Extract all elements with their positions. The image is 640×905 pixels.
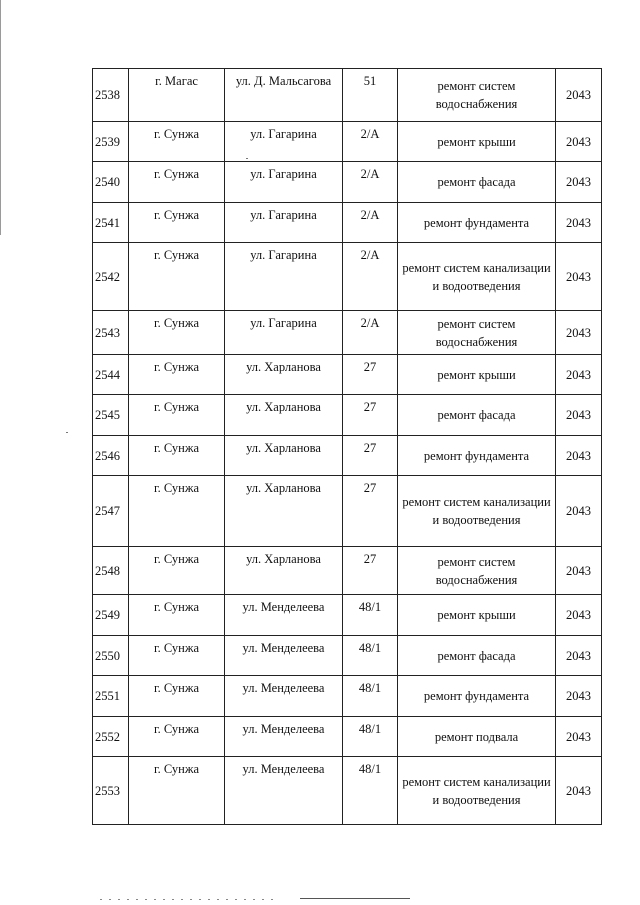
cell-city: г. Сунжа	[129, 717, 225, 757]
cell-work-type: ремонт фасада	[398, 162, 556, 203]
cell-city: г. Сунжа	[129, 311, 225, 355]
cell-city: г. Сунжа	[129, 636, 225, 676]
cell-house: 48/1	[343, 676, 398, 717]
table-row	[93, 676, 602, 717]
table-row	[93, 436, 602, 476]
cell-year: 2043	[556, 547, 602, 595]
cell-year: 2043	[556, 243, 602, 311]
cell-number: 2545	[93, 395, 129, 436]
cell-street: ул. Харланова	[225, 476, 343, 547]
cell-number: 2553	[93, 757, 129, 825]
cell-work-type: ремонт фундамента	[398, 203, 556, 243]
table-row	[93, 595, 602, 636]
cell-year: 2043	[556, 395, 602, 436]
cell-year: 2043	[556, 717, 602, 757]
cell-number: 2551	[93, 676, 129, 717]
cell-street: ул. Харланова	[225, 395, 343, 436]
cell-house: 48/1	[343, 595, 398, 636]
cell-year: 2043	[556, 355, 602, 395]
cell-work-type: ремонт систем канализации и водоотведения	[398, 757, 556, 825]
cell-city: г. Сунжа	[129, 436, 225, 476]
cell-street: ул. Гагарина	[225, 162, 343, 203]
cell-house: 27	[343, 395, 398, 436]
cell-city: г. Сунжа	[129, 122, 225, 162]
table-body	[93, 69, 602, 825]
cell-work-type: ремонт фасада	[398, 395, 556, 436]
cell-house: 51	[343, 69, 398, 122]
table-row	[93, 162, 602, 203]
footer-dotted-line	[100, 899, 280, 900]
cell-street: ул. Менделеева	[225, 757, 343, 825]
table-row	[93, 243, 602, 311]
cell-year: 2043	[556, 757, 602, 825]
cell-city: г. Сунжа	[129, 162, 225, 203]
table-row	[93, 69, 602, 122]
cell-number: 2542	[93, 243, 129, 311]
cell-city: г. Сунжа	[129, 355, 225, 395]
cell-city: г. Магас	[129, 69, 225, 122]
cell-number: 2541	[93, 203, 129, 243]
cell-number: 2544	[93, 355, 129, 395]
cell-work-type: ремонт систем водоснабжения	[398, 311, 556, 355]
cell-street: ул. Гагарина	[225, 203, 343, 243]
cell-house: 27	[343, 355, 398, 395]
cell-city: г. Сунжа	[129, 203, 225, 243]
cell-street: ул. Д. Мальсагова	[225, 69, 343, 122]
cell-house: 27	[343, 547, 398, 595]
cell-year: 2043	[556, 203, 602, 243]
cell-house: 48/1	[343, 717, 398, 757]
binding-edge-mark	[0, 0, 1, 235]
cell-street: ул. Менделеева	[225, 717, 343, 757]
table-row	[93, 757, 602, 825]
cell-year: 2043	[556, 636, 602, 676]
cell-house: 2/А	[343, 311, 398, 355]
cell-year: 2043	[556, 476, 602, 547]
table-row	[93, 203, 602, 243]
cell-street: ул. Харланова	[225, 436, 343, 476]
cell-work-type: ремонт подвала	[398, 717, 556, 757]
table-row	[93, 395, 602, 436]
cell-house: 2/А	[343, 203, 398, 243]
cell-city: г. Сунжа	[129, 395, 225, 436]
table-row	[93, 122, 602, 162]
cell-number: 2539	[93, 122, 129, 162]
cell-number: 2538	[93, 69, 129, 122]
cell-street: ул. Менделеева	[225, 676, 343, 717]
cell-number: 2548	[93, 547, 129, 595]
cell-number: 2540	[93, 162, 129, 203]
cell-year: 2043	[556, 162, 602, 203]
cell-city: г. Сунжа	[129, 547, 225, 595]
cell-year: 2043	[556, 676, 602, 717]
cell-house: 27	[343, 436, 398, 476]
cell-work-type: ремонт систем водоснабжения	[398, 547, 556, 595]
table-row	[93, 355, 602, 395]
cell-house: 48/1	[343, 636, 398, 676]
table-row	[93, 311, 602, 355]
cell-number: 2549	[93, 595, 129, 636]
cell-house: 2/А	[343, 243, 398, 311]
cell-work-type: ремонт фасада	[398, 636, 556, 676]
cell-number: 2552	[93, 717, 129, 757]
cell-house: 2/А	[343, 162, 398, 203]
cell-work-type: ремонт крыши	[398, 595, 556, 636]
cell-work-type: ремонт крыши	[398, 122, 556, 162]
table-row	[93, 547, 602, 595]
repair-schedule-table	[92, 68, 602, 825]
cell-work-type: ремонт фундамента	[398, 436, 556, 476]
cell-work-type: ремонт систем канализации и водоотведения	[398, 476, 556, 547]
cell-house: 2/А	[343, 122, 398, 162]
cell-street: ул. Харланова	[225, 355, 343, 395]
cell-street: ул. Харланова	[225, 547, 343, 595]
cell-year: 2043	[556, 311, 602, 355]
cell-year: 2043	[556, 122, 602, 162]
table-row	[93, 476, 602, 547]
cell-house: 27	[343, 476, 398, 547]
footer-rule	[300, 898, 410, 899]
cell-work-type: ремонт крыши	[398, 355, 556, 395]
cell-number: 2543	[93, 311, 129, 355]
cell-city: г. Сунжа	[129, 243, 225, 311]
cell-work-type: ремонт систем водоснабжения	[398, 69, 556, 122]
cell-work-type: ремонт фундамента	[398, 676, 556, 717]
cell-street: ул. Гагарина	[225, 122, 343, 162]
table-row	[93, 636, 602, 676]
cell-street: ул. Гагарина	[225, 243, 343, 311]
cell-street: ул. Гагарина	[225, 311, 343, 355]
cell-number: 2547	[93, 476, 129, 547]
cell-number: 2550	[93, 636, 129, 676]
scan-speck	[66, 432, 68, 433]
cell-year: 2043	[556, 436, 602, 476]
cell-number: 2546	[93, 436, 129, 476]
table-row	[93, 717, 602, 757]
cell-city: г. Сунжа	[129, 595, 225, 636]
cell-year: 2043	[556, 595, 602, 636]
cell-work-type: ремонт систем канализации и водоотведения	[398, 243, 556, 311]
cell-street: ул. Менделеева	[225, 636, 343, 676]
cell-house: 48/1	[343, 757, 398, 825]
cell-street: ул. Менделеева	[225, 595, 343, 636]
cell-city: г. Сунжа	[129, 676, 225, 717]
cell-year: 2043	[556, 69, 602, 122]
cell-city: г. Сунжа	[129, 476, 225, 547]
cell-city: г. Сунжа	[129, 757, 225, 825]
